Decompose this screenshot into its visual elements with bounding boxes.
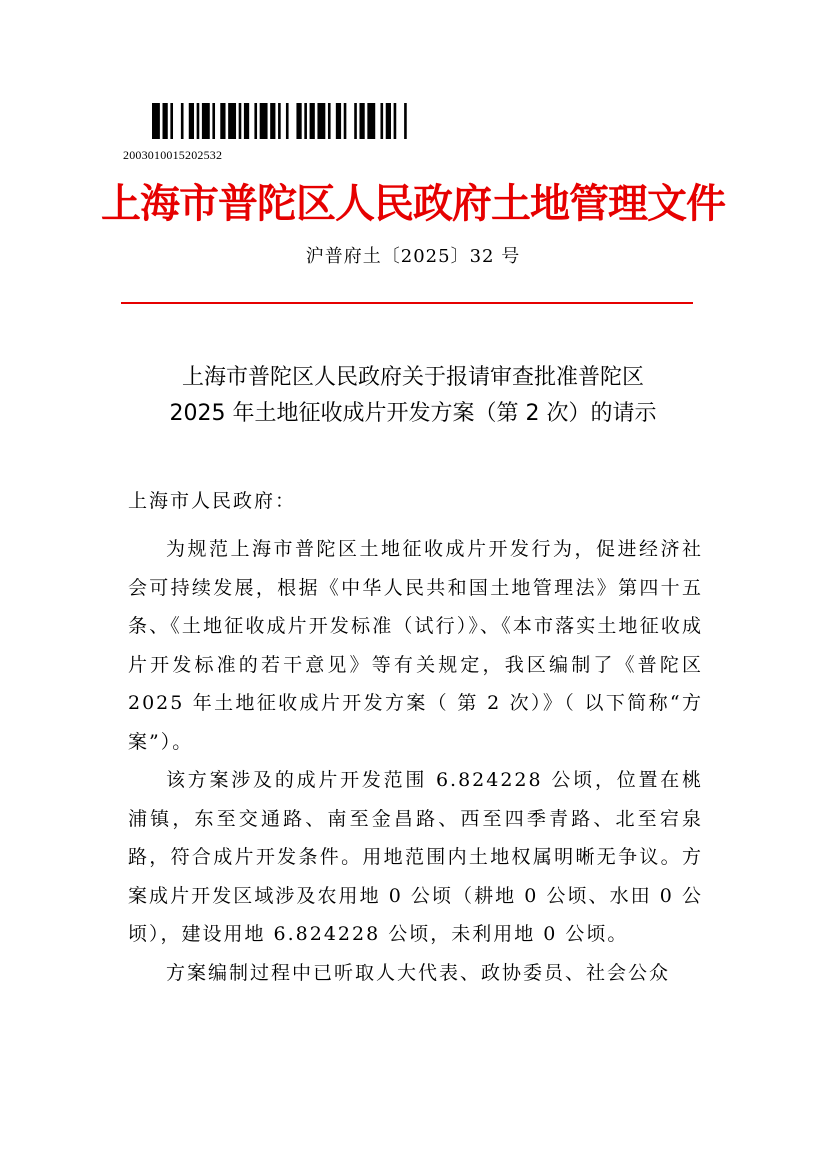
barcode-bar bbox=[344, 103, 347, 139]
barcode-bar bbox=[328, 103, 331, 139]
barcode-bar bbox=[163, 103, 168, 139]
barcode-bar bbox=[202, 103, 210, 139]
barcode-bar bbox=[359, 103, 364, 139]
barcode-bar bbox=[317, 103, 325, 139]
barcode-bar bbox=[286, 103, 289, 139]
red-divider-line bbox=[121, 302, 693, 304]
barcode-bar bbox=[254, 103, 257, 139]
barcode-bar bbox=[380, 103, 383, 139]
barcode-bar bbox=[197, 103, 200, 139]
barcode-bar bbox=[260, 103, 268, 139]
barcode-bar bbox=[189, 103, 194, 139]
barcode-bar bbox=[394, 103, 397, 139]
paragraph-3: 方案编制过程中已听取人大代表、政协委员、社会公众 bbox=[166, 961, 671, 984]
barcode-bar bbox=[228, 103, 236, 139]
barcode-bar bbox=[239, 103, 242, 139]
barcode-bar bbox=[152, 103, 160, 139]
barcode-bar bbox=[336, 103, 341, 139]
barcode bbox=[152, 103, 412, 139]
barcode-bar bbox=[304, 103, 307, 139]
barcode-bar bbox=[278, 103, 281, 139]
title-line-1: 上海市普陀区人民政府关于报请审查批准普陀区 bbox=[181, 365, 644, 390]
barcode-bar bbox=[386, 103, 391, 139]
salutation: 上海市人民政府： bbox=[128, 490, 297, 512]
letter-body bbox=[128, 530, 703, 992]
barcode-bar bbox=[310, 103, 315, 139]
barcode-bar bbox=[212, 103, 215, 139]
title-line-2: 2025 年土地征收成片开发方案（第 2 次）的请示 bbox=[169, 401, 657, 426]
barcode-bar bbox=[270, 103, 275, 139]
paragraph-2: 该方案涉及的成片开发范围 6.824228 公顷，位置在桃浦镇，东至交通路、南至金昌路、西至四季青路、北至宕泉路，符合成片开发条件。用地范围内土地权属明晰无争议。方案成片开发区域涉及农用地 0 公顷（耕地 0 公顷、水田 0 公顷），建设用地 6.824228 公顷，未利用地 0 公顷。 bbox=[128, 769, 703, 945]
issuer-header: 上海市普陀区人民政府土地管理文件 bbox=[101, 180, 725, 227]
barcode-bar bbox=[170, 103, 173, 139]
barcode-bar bbox=[367, 103, 375, 139]
barcode-number: 2003010015202532 bbox=[123, 148, 223, 162]
barcode-bar bbox=[354, 103, 357, 139]
barcode-bar bbox=[244, 103, 249, 139]
barcode-bar bbox=[181, 103, 184, 139]
paragraph-1: 为规范上海市普陀区土地征收成片开发行为，促进经济社会可持续发展，根据《中华人民共和国土地管理法》第四十五条、《土地征收成片开发标准（试行）》、《本市落实土地征收成片开发标准的若干意见》等有关规定，我区编制了《普陀区 2025 年土地征收成片开发方案（ 第 2 次）》（ 以下简称“方案”）。 bbox=[128, 538, 703, 753]
barcode-bar bbox=[296, 103, 301, 139]
document-title bbox=[0, 360, 826, 432]
barcode-bar bbox=[404, 103, 407, 139]
barcode-bar bbox=[220, 103, 225, 139]
document-number: 沪普府土〔2025〕32 号 bbox=[305, 246, 521, 267]
